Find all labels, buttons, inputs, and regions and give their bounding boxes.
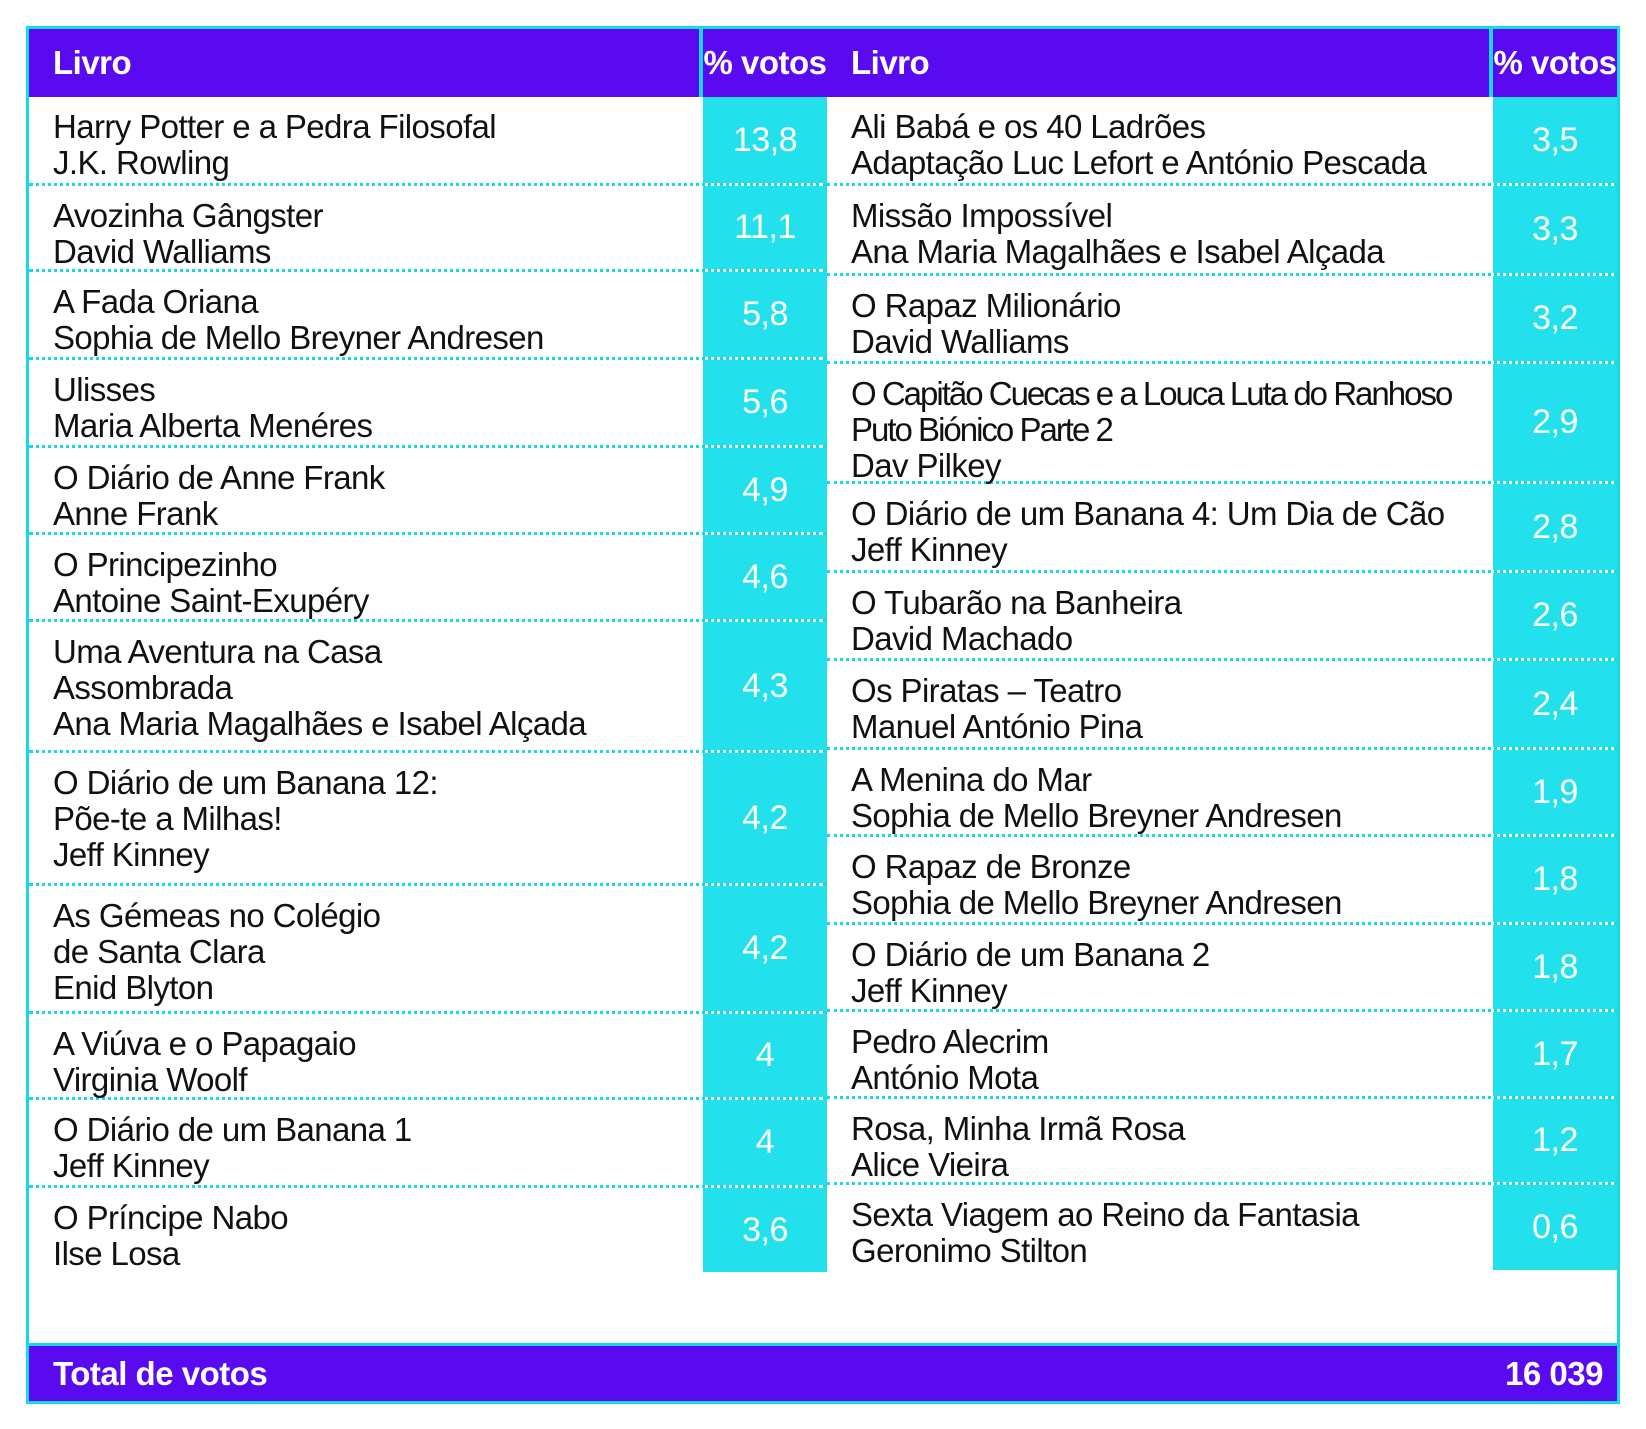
title-line: Rosa, Minha Irmã Rosa	[851, 1110, 1186, 1147]
pct-cell: 4	[703, 1014, 827, 1097]
pct-cell: 5,6	[703, 360, 827, 445]
title-line: Põe-te a Milhas!	[53, 800, 282, 837]
pct-cell: 1,8	[1493, 837, 1617, 922]
book-cell	[29, 448, 703, 532]
right-column	[827, 29, 1617, 1270]
title-line: O Diário de um Banana 4: Um Dia de Cão	[851, 495, 1445, 532]
right-rows	[827, 97, 1617, 1270]
title-line: O Diário de um Banana 2	[851, 936, 1210, 973]
pct-cell: 2,4	[1493, 661, 1617, 747]
book-cell	[827, 1099, 1493, 1182]
table-row	[827, 570, 1617, 658]
table-row	[827, 658, 1617, 747]
table-row	[827, 834, 1617, 922]
pct-cell: 3,2	[1493, 276, 1617, 361]
pct-cell: 4,3	[703, 622, 827, 750]
author-line: Jeff Kinney	[53, 1147, 210, 1184]
author-line: Jeff Kinney	[851, 531, 1008, 568]
left-rows	[29, 97, 827, 1272]
table-row	[29, 883, 827, 1011]
title-line: O Rapaz de Bronze	[851, 848, 1131, 885]
left-column	[29, 29, 827, 1272]
title-line: O Tubarão na Banheira	[851, 584, 1182, 621]
pct-cell: 3,6	[703, 1188, 827, 1272]
book-cell	[827, 573, 1493, 658]
title-line: A Viúva e o Papagaio	[53, 1025, 356, 1062]
pct-cell: 5,8	[703, 272, 827, 357]
table-row	[29, 97, 827, 183]
author-line: David Walliams	[851, 323, 1069, 360]
title-line: Os Piratas – Teatro	[851, 672, 1122, 709]
table-row	[827, 922, 1617, 1009]
book-cell	[29, 186, 703, 269]
pct-cell: 3,3	[1493, 186, 1617, 273]
table-row	[29, 1097, 827, 1185]
book-cell	[29, 753, 703, 883]
author-line: Sophia de Mello Breyner Andresen	[53, 319, 544, 356]
book-cell	[827, 186, 1493, 273]
author-line: Alice Vieira	[851, 1146, 1009, 1183]
title-line: O Príncipe Nabo	[53, 1199, 288, 1236]
book-cell	[29, 886, 703, 1011]
book-cell	[29, 97, 703, 183]
header-book: Livro	[53, 44, 132, 81]
pct-cell: 13,8	[703, 97, 827, 183]
table-row	[29, 445, 827, 532]
table-row	[29, 269, 827, 357]
table-header	[827, 29, 1617, 97]
book-cell	[29, 1188, 703, 1272]
pct-cell: 1,2	[1493, 1099, 1617, 1182]
author-line: Adaptação Luc Lefort e António Pescada	[851, 144, 1427, 181]
header-pct: % votos	[699, 29, 827, 97]
title-line: O Capitão Cuecas e a Louca Luta do Ranhoso	[851, 375, 1452, 412]
table-row	[29, 1011, 827, 1097]
table-row	[827, 97, 1617, 183]
title-line: A Menina do Mar	[851, 761, 1092, 798]
pct-cell: 0,6	[1493, 1185, 1617, 1270]
author-line: David Walliams	[53, 233, 271, 270]
title-line: O Diário de Anne Frank	[53, 459, 385, 496]
title-line: As Gémeas no Colégio	[53, 897, 381, 934]
book-cell	[827, 97, 1493, 183]
author-line: J.K. Rowling	[53, 144, 230, 181]
book-cell	[827, 661, 1493, 747]
title-line: Sexta Viagem ao Reino da Fantasia	[851, 1196, 1359, 1233]
title-line: Ali Babá e os 40 Ladrões	[851, 108, 1206, 145]
author-line: Jeff Kinney	[53, 836, 210, 873]
pct-cell: 11,1	[703, 186, 827, 269]
author-line: Ana Maria Magalhães e Isabel Alçada	[53, 705, 587, 742]
table-row	[29, 357, 827, 445]
title-line: Assombrada	[53, 669, 233, 706]
author-line: Sophia de Mello Breyner Andresen	[851, 884, 1342, 921]
votes-table	[26, 26, 1620, 1404]
total-label: Total de votos	[53, 1354, 268, 1392]
book-cell	[827, 925, 1493, 1009]
author-line: Sophia de Mello Breyner Andresen	[851, 797, 1342, 834]
title-line: Missão Impossível	[851, 197, 1113, 234]
total-value: 16 039	[1505, 1354, 1603, 1392]
book-cell	[827, 1012, 1493, 1096]
book-cell	[29, 360, 703, 445]
pct-cell: 2,6	[1493, 573, 1617, 658]
pct-cell: 4,6	[703, 535, 827, 619]
author-line: Antoine Saint-Exupéry	[53, 582, 369, 619]
title-line: Harry Potter e a Pedra Filosofal	[53, 108, 496, 145]
pct-cell: 1,7	[1493, 1012, 1617, 1096]
table-row	[827, 481, 1617, 570]
author-line: Enid Blyton	[53, 969, 214, 1006]
title-line: Uma Aventura na Casa	[53, 633, 382, 670]
book-cell	[29, 1100, 703, 1185]
author-line: Maria Alberta Menéres	[53, 407, 373, 444]
book-cell	[29, 272, 703, 357]
author-line: Ana Maria Magalhães e Isabel Alçada	[851, 233, 1385, 270]
author-line: Jeff Kinney	[851, 972, 1008, 1009]
header-pct: % votos	[1489, 29, 1617, 97]
author-line: Geronimo Stilton	[851, 1232, 1088, 1269]
book-cell	[827, 364, 1493, 484]
total-row	[29, 1343, 1617, 1401]
title-line: O Diário de um Banana 12:	[53, 764, 438, 801]
pct-cell: 4,2	[703, 753, 827, 883]
author-line: David Machado	[851, 620, 1073, 657]
pct-cell: 2,8	[1493, 484, 1617, 570]
pct-cell: 2,9	[1493, 364, 1617, 481]
pct-cell: 1,8	[1493, 925, 1617, 1009]
table-row	[29, 619, 827, 750]
table-row	[827, 183, 1617, 273]
table-row	[827, 1096, 1617, 1182]
book-cell	[29, 1014, 703, 1097]
book-cell	[827, 837, 1493, 922]
author-line: Dav Pilkey	[851, 447, 1001, 484]
pct-cell: 4,2	[703, 886, 827, 1011]
title-line: de Santa Clara	[53, 933, 265, 970]
table-row	[827, 273, 1617, 361]
table-row	[827, 747, 1617, 834]
table-row	[29, 750, 827, 883]
title-line: Avozinha Gângster	[53, 197, 323, 234]
book-cell	[827, 1185, 1493, 1270]
table-header	[29, 29, 827, 97]
table-row	[827, 361, 1617, 484]
title-line: O Diário de um Banana 1	[53, 1111, 412, 1148]
title-line: Pedro Alecrim	[851, 1023, 1049, 1060]
book-cell	[827, 276, 1493, 361]
title-line: O Rapaz Milionário	[851, 287, 1121, 324]
table-row	[29, 1185, 827, 1272]
table-row	[827, 1182, 1617, 1270]
header-book: Livro	[851, 44, 930, 81]
author-line: António Mota	[851, 1059, 1039, 1096]
title-line: Ulisses	[53, 371, 156, 408]
title-line: Puto Biónico Parte 2	[851, 411, 1112, 448]
book-cell	[827, 484, 1493, 570]
pct-cell: 4	[703, 1100, 827, 1185]
book-cell	[29, 622, 703, 750]
author-line: Virginia Woolf	[53, 1061, 247, 1098]
pct-cell: 4,9	[703, 448, 827, 532]
author-line: Ilse Losa	[53, 1235, 180, 1272]
book-cell	[29, 535, 703, 619]
table-row	[827, 1009, 1617, 1096]
book-cell	[827, 750, 1493, 834]
title-line: O Principezinho	[53, 546, 277, 583]
title-line: A Fada Oriana	[53, 283, 258, 320]
pct-cell: 1,9	[1493, 750, 1617, 834]
pct-cell: 3,5	[1493, 97, 1617, 183]
author-line: Manuel António Pina	[851, 708, 1143, 745]
table-row	[29, 532, 827, 619]
table-row	[29, 183, 827, 269]
author-line: Anne Frank	[53, 495, 218, 532]
